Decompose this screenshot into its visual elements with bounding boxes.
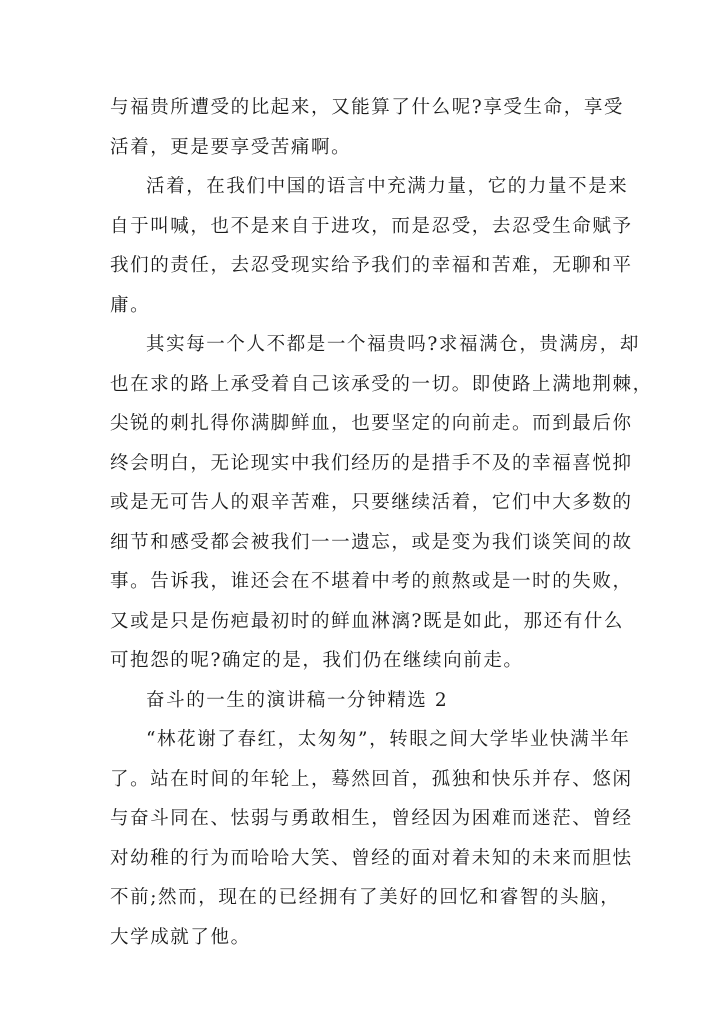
text-line: 可抱怨的呢?确定的是，我们仍在继续向前走。 <box>110 650 524 671</box>
text-line: 又或是只是伤疤最初时的鲜血淋漓?既是如此，那还有什么 <box>110 610 625 632</box>
text-line: 大学成就了他。 <box>110 926 251 948</box>
section-heading: 奋斗的一生的演讲稿一分钟精选 2 <box>146 689 449 711</box>
text-line: 尖锐的刺扎得你满脚鲜血，也要坚定的向前走。而到最后你 <box>110 413 633 434</box>
text-line: 我们的责任，去忍受现实给予我们的幸福和苦难，无聊和平 <box>110 255 633 276</box>
text-line: “林花谢了春红，太匆匆”，转眼之间大学毕业快满半年 <box>146 729 631 750</box>
text-line: 与奋斗同在、怯弱与勇敢相生，曾经因为困难而迷茫、曾经 <box>110 808 633 829</box>
text-line: 也在求的路上承受着自己该承受的一切。即使路上满地荆棘， <box>110 373 653 395</box>
text-line: 其实每一个人不都是一个福贵吗?求福满仓，贵满房，却 <box>146 334 640 355</box>
text-line: 对幼稚的行为而哈哈大笑、曾经的面对着未知的未来而胆怯 <box>110 847 633 869</box>
text-line: 终会明白，无论现实中我们经历的是措手不及的幸福喜悦抑 <box>110 452 633 474</box>
text-line: 庸。 <box>110 294 151 316</box>
document-body <box>110 88 653 957</box>
text-line: 了。站在时间的年轮上，蓦然回首，孤独和快乐并存、悠闲 <box>110 768 633 790</box>
text-line: 或是无可告人的艰辛苦难，只要继续活着，它们中大多数的 <box>110 492 633 513</box>
text-line: 活着，更是要享受苦痛啊。 <box>110 136 352 158</box>
text-line: 细节和感受都会被我们一一遗忘，或是变为我们谈笑间的故 <box>110 531 633 553</box>
text-line: 自于叫喊，也不是来自于进攻，而是忍受，去忍受生命赋予 <box>110 215 633 237</box>
text-line: 活着，在我们中国的语言中充满力量，它的力量不是来 <box>146 176 629 197</box>
text-line: 事。告诉我，谁还会在不堪着中考的煎熬或是一时的失败， <box>110 571 633 592</box>
text-line: 与福贵所遭受的比起来，又能算了什么呢?享受生命，享受 <box>110 97 625 118</box>
text-line: 不前;然而，现在的已经拥有了美好的回忆和睿智的头脑， <box>110 887 621 908</box>
